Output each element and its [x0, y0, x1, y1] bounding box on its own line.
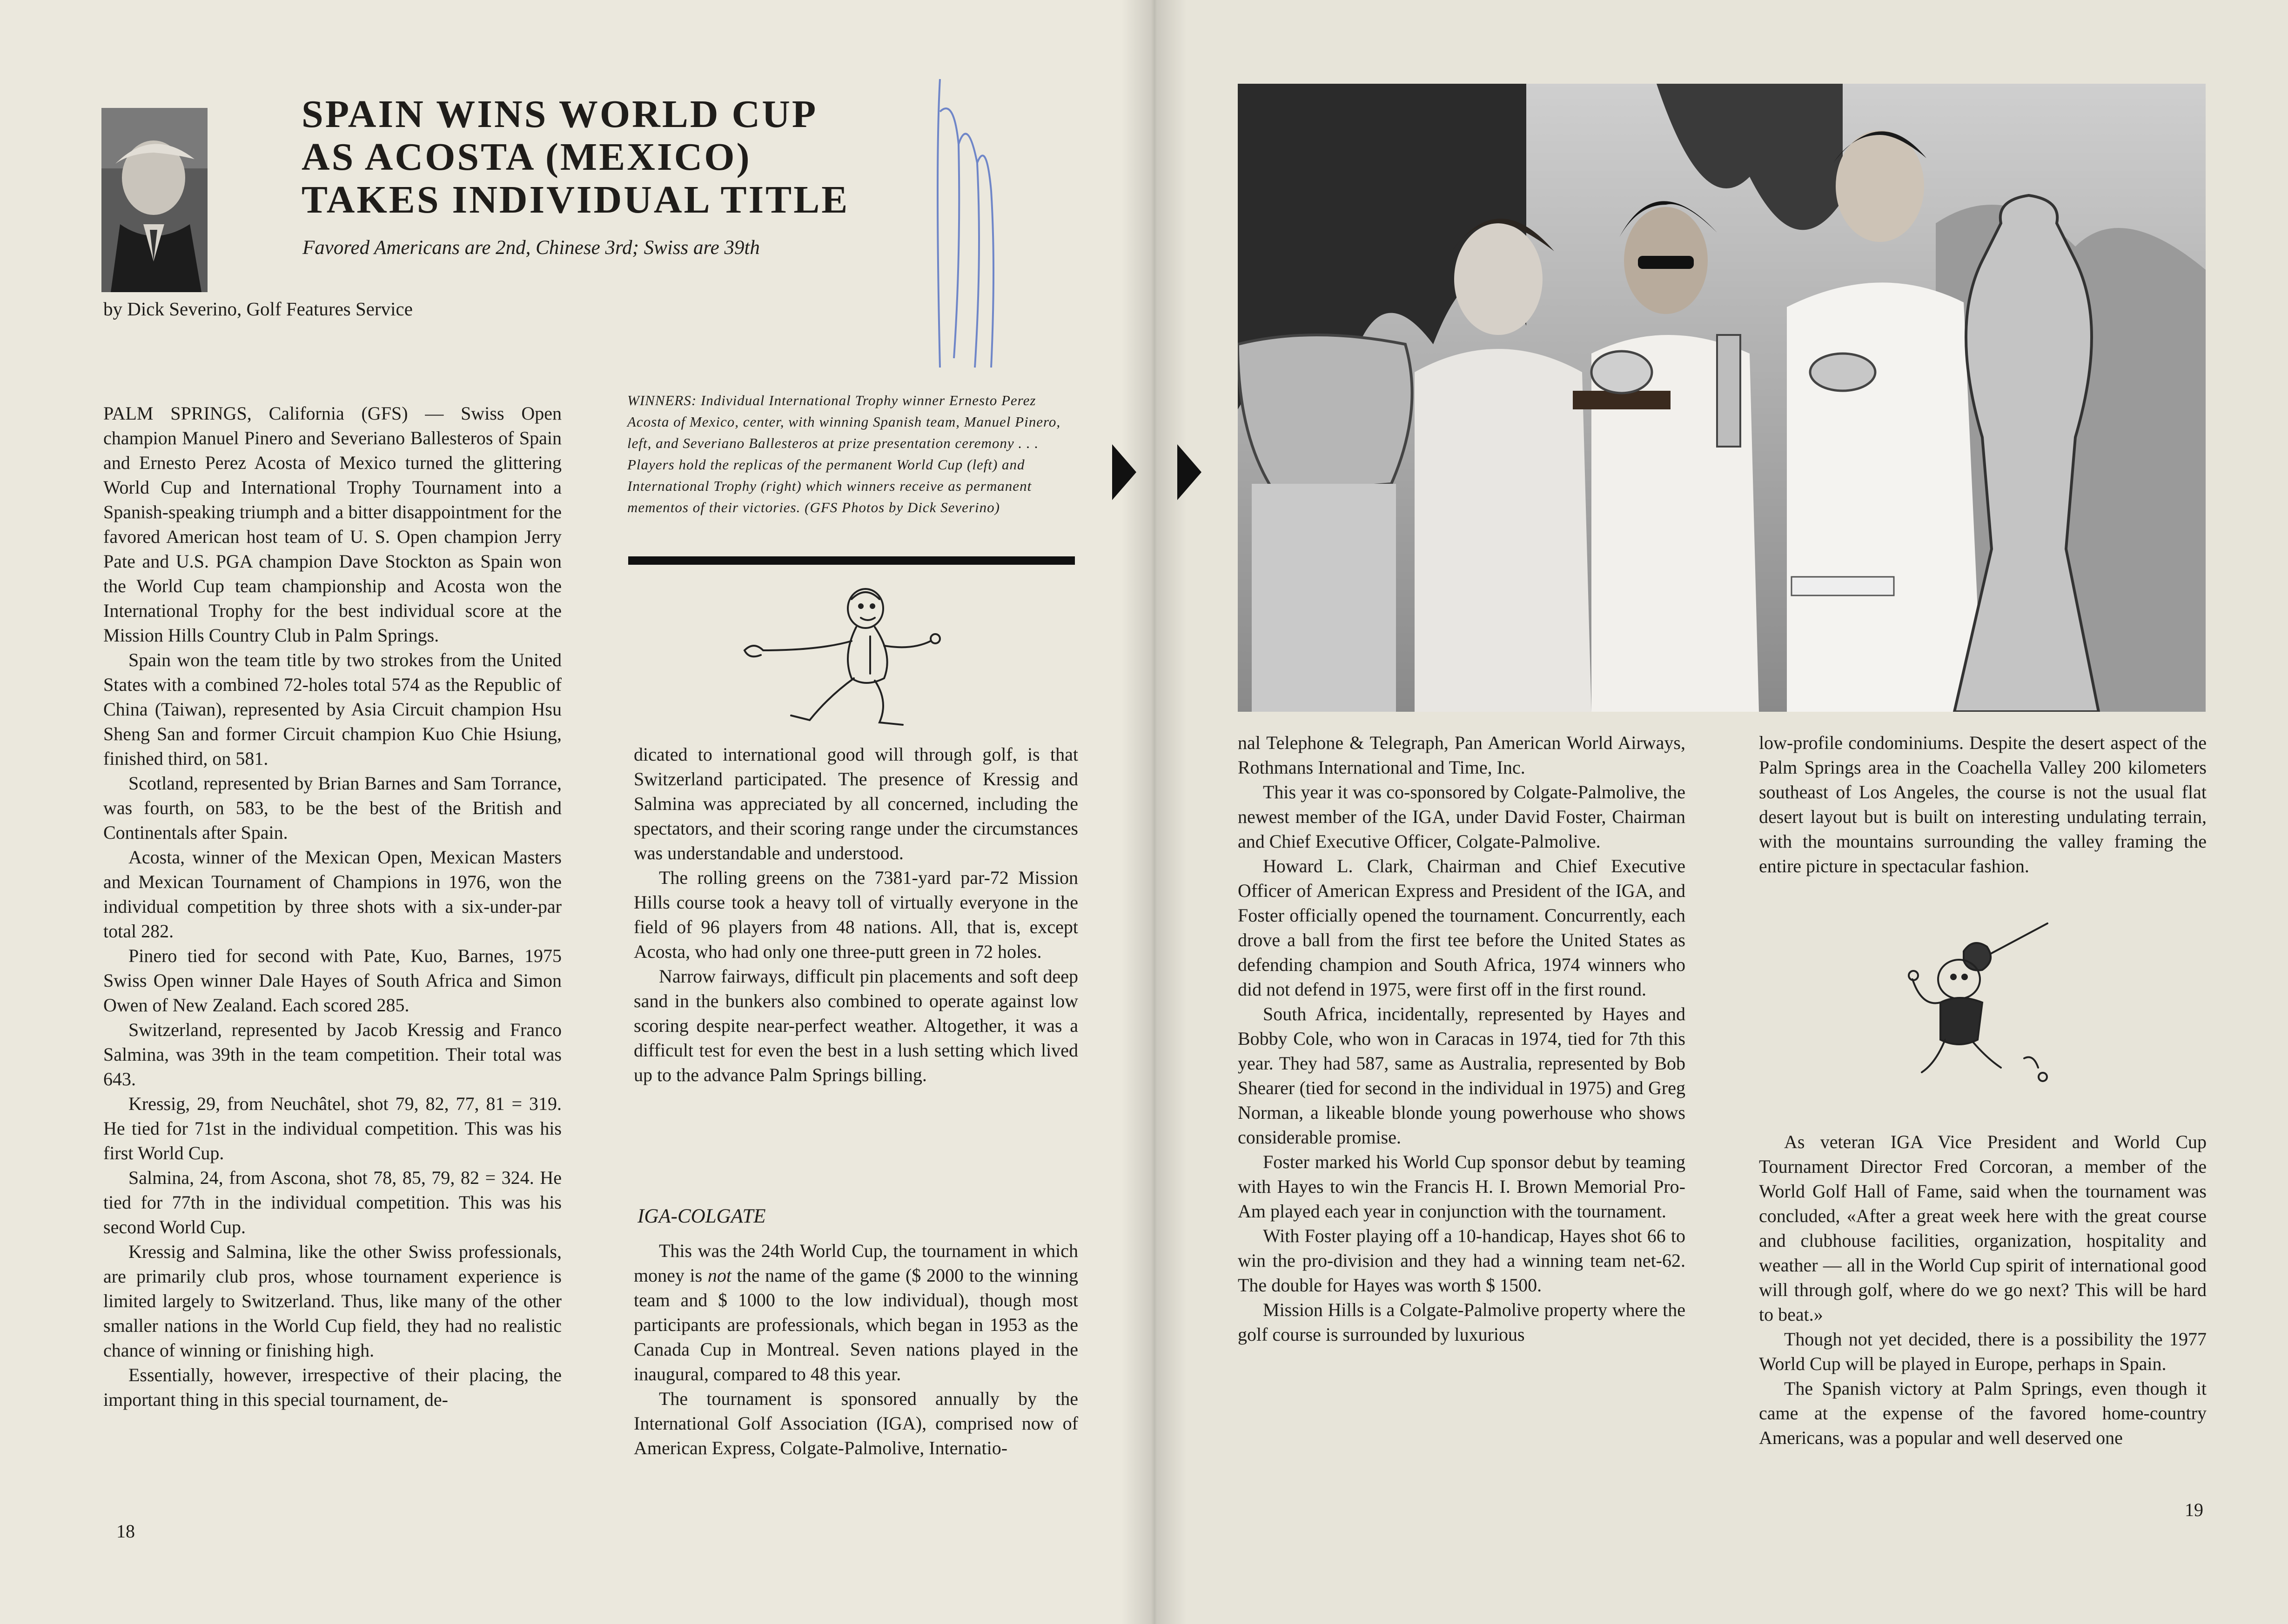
- paragraph: [634, 1238, 1078, 1386]
- right-article-column-2: [1759, 730, 2207, 878]
- paragraph: Pinero tied for second with Pate, Kuo, Barnes, 1975 Swiss Open winner Dale Hayes of South Africa and Simon Owen of New Zealand. Each scored 285.: [103, 945, 562, 1016]
- paragraph: With Foster playing off a 10-handicap, Hayes shot 66 to win the pro-division and they had a winning team net-62. The double for Hayes was worth $ 1500.: [1238, 1225, 1685, 1296]
- author-portrait: [101, 108, 208, 292]
- winners-photo: [1238, 84, 2206, 712]
- paragraph: The tournament is sponsored annually by the International Golf Association (IGA), comprised now of American Express, Colgate-Palmolive, Internatio-: [634, 1388, 1078, 1458]
- text-run: This was the 24th World Cup, the tournament in which money is: [634, 1240, 1078, 1286]
- right-article-column-1: [1238, 730, 1685, 1347]
- headline-line: SPAIN WINS WORLD CUP: [302, 93, 818, 136]
- page-number: 18: [116, 1521, 135, 1542]
- paragraph: The rolling greens on the 7381-yard par-72 Mission Hills course took a heavy toll of virtually everyone in the field of 96 players from 48 nations. All, that is, except Acosta, who had only one three-putt green in 72 holes.: [634, 867, 1078, 962]
- arrow-marker-icon: [1112, 444, 1136, 500]
- caption-rule: [628, 556, 1075, 565]
- paragraph: Kressig, 29, from Neuchâtel, shot 79, 82, 77, 81 = 319. He tied for 71st in the individual competition. This was his first World Cup.: [103, 1093, 562, 1163]
- paragraph: Howard L. Clark, Chairman and Chief Executive Officer of American Express and President of the IGA, and Foster officially opened the tournament. Concurrently, each drove a ball from the first tee before the United States as defending champion and South Africa, 1974 winners who did not defend in 1975, were first off in the first round.: [1238, 855, 1685, 1000]
- text-run: the name of the game ($ 2000 to the winning team and $ 1000 to the low individual), though most participants are professionals, which began in 1953 as the Canada Cup in Montreal. Seven nations played in the inaugural, compared to 48 this year.: [634, 1265, 1079, 1384]
- subhead: Favored Americans are 2nd, Chinese 3rd; Swiss are 39th: [302, 237, 760, 259]
- right-article-column-2-continued: [1759, 1129, 2207, 1450]
- page-number: 19: [2185, 1499, 2203, 1520]
- paragraph: low-profile condominiums. Despite the desert aspect of the Palm Springs area in the Coachella Valley 200 kilometers southeast of Los Angeles, the course is not the usual flat desert layout but is built on interesting undulating terrain, with the mountains surrounding the valley framing the entire picture in spectacular fashion.: [1759, 732, 2207, 876]
- article-column-2: [634, 742, 1078, 1087]
- paragraph: Foster marked his World Cup sponsor debut by teaming with Hayes to win the Francis H. I. Brown Memorial Pro-Am played each year in conjunction with the tournament.: [1238, 1151, 1685, 1222]
- paragraph: As veteran IGA Vice President and World Cup Tournament Director Fred Corcoran, a member of the World Golf Hall of Fame, said when the tournament was concluded, «After a great week here with the great course and clubhouse facilities, organization, hospitality and weather — all in the World Cup spirit of international good will through golf, where do we go next? This will be hard to beat.»: [1759, 1131, 2207, 1325]
- paragraph: Though not yet decided, there is a possibility the 1977 World Cup will be played in Europe, perhaps in Spain.: [1759, 1329, 2207, 1374]
- handwritten-pen-mark: [921, 70, 1014, 377]
- headline-line: AS ACOSTA (MEXICO): [302, 135, 751, 179]
- headline: [302, 93, 906, 221]
- book-gutter: [1121, 0, 1187, 1624]
- byline: by Dick Severino, Golf Features Service: [103, 298, 413, 320]
- paragraph: Kressig and Salmina, like the other Swiss professionals, are primarily club pros, whose tournament experience is limited largely to Switzerland. Thus, like many of the other smaller nations in the World Cup field, they had no realistic chance of winning or finishing high.: [103, 1241, 562, 1361]
- paragraph: Mission Hills is a Colgate-Palmolive property where the golf course is surrounded by luxurious: [1238, 1299, 1685, 1345]
- headline-line: TAKES INDIVIDUAL TITLE: [302, 178, 850, 221]
- paragraph: This year it was co-sponsored by Colgate-Palmolive, the newest member of the IGA, under David Foster, Chairman and Chief Executive Officer, Colgate-Palmolive.: [1238, 782, 1685, 852]
- paragraph: South Africa, incidentally, represented by Hayes and Bobby Cole, who won in Caracas in 1974, tied for 7th this year. They had 587, same as Australia, represented by Bob Shearer (tied for second in the individual in 1975) and Greg Norman, a likeable blonde young powerhouse who shows considerable promise.: [1238, 1003, 1685, 1148]
- paragraph: PALM SPRINGS, California (GFS) — Swiss Open champion Manuel Pinero and Severiano Ballesteros of Spain and Ernesto Perez Acosta of Mexico turned the glittering World Cup and International Trophy Tournament into a Spanish-speaking triumph and a bitter disappointment for the favored American host team of U. S. Open champion Jerry Pate and U.S. PGA champion Dave Stockton as Spain won the World Cup team championship and Acosta won the International Trophy for the best individual score at the Mission Hills Country Club in Palm Springs.: [103, 403, 562, 646]
- photo-caption: WINNERS: Individual International Trophy winner Ernesto Perez Acosta of Mexico, center, with winning Spanish team, Manuel Pinero, left, and Severiano Ballesteros at prize presentation ceremony . . . Players hold the replicas of the permanent World Cup (left) and International Trophy (right) which winners receive as permanent mementos of their victories. (GFS Photos by Dick Severino): [627, 392, 1061, 515]
- paragraph: Salmina, 24, from Ascona, shot 78, 85, 79, 82 = 324. He tied for 77th in the individual competition. This was his second World Cup.: [103, 1167, 562, 1237]
- section-heading: IGA-COLGATE: [637, 1205, 766, 1227]
- paragraph: dicated to international good will through golf, is that Switzerland participated. The presence of Kressig and Salmina was appreciated by all concerned, including the spectators, and their scoring range under the circumstances was understandable and understood.: [634, 744, 1078, 863]
- paragraph: Switzerland, represented by Jacob Kressig and Franco Salmina, was 39th in the team competition. Their total was 643.: [103, 1019, 562, 1089]
- article-column-2-continued: [634, 1238, 1078, 1460]
- paragraph: nal Telephone & Telegraph, Pan American World Airways, Rothmans International and Time, Inc.: [1238, 732, 1685, 778]
- paragraph: Acosta, winner of the Mexican Open, Mexican Masters and Mexican Tournament of Champions in 1976, won the individual competition by three shots with a six-under-par total 282.: [103, 847, 562, 942]
- paragraph: Spain won the team title by two strokes from the United States with a combined 72-holes total 574 as the Republic of China (Taiwan), represented by Asia Circuit champion Hsu Sheng San and former Circuit champion Kuo Chie Hsiung, finished third, on 581.: [103, 649, 562, 769]
- paragraph: The Spanish victory at Palm Springs, even though it came at the expense of the favored home-country Americans, was a popular and well deserved one: [1759, 1378, 2207, 1448]
- golfer-cartoon-icon: [735, 581, 968, 734]
- paragraph: Scotland, represented by Brian Barnes and Sam Torrance, was fourth, on 583, to be the best of the British and Continentals after Spain.: [103, 773, 562, 843]
- paragraph: Narrow fairways, difficult pin placements and soft deep sand in the bunkers also combined to operate against low scoring despite near-perfect weather. Altogether, it was a difficult test for even the best in a lush setting which lived up to the advance Palm Springs billing.: [634, 966, 1078, 1085]
- paragraph: Essentially, however, irrespective of their placing, the important thing in this special tournament, de-: [103, 1364, 562, 1410]
- golfer-swing-cartoon-icon: [1908, 919, 2057, 1096]
- article-column-1: [103, 401, 562, 1412]
- emphasis: not: [707, 1265, 731, 1286]
- arrow-marker-icon: [1177, 444, 1201, 500]
